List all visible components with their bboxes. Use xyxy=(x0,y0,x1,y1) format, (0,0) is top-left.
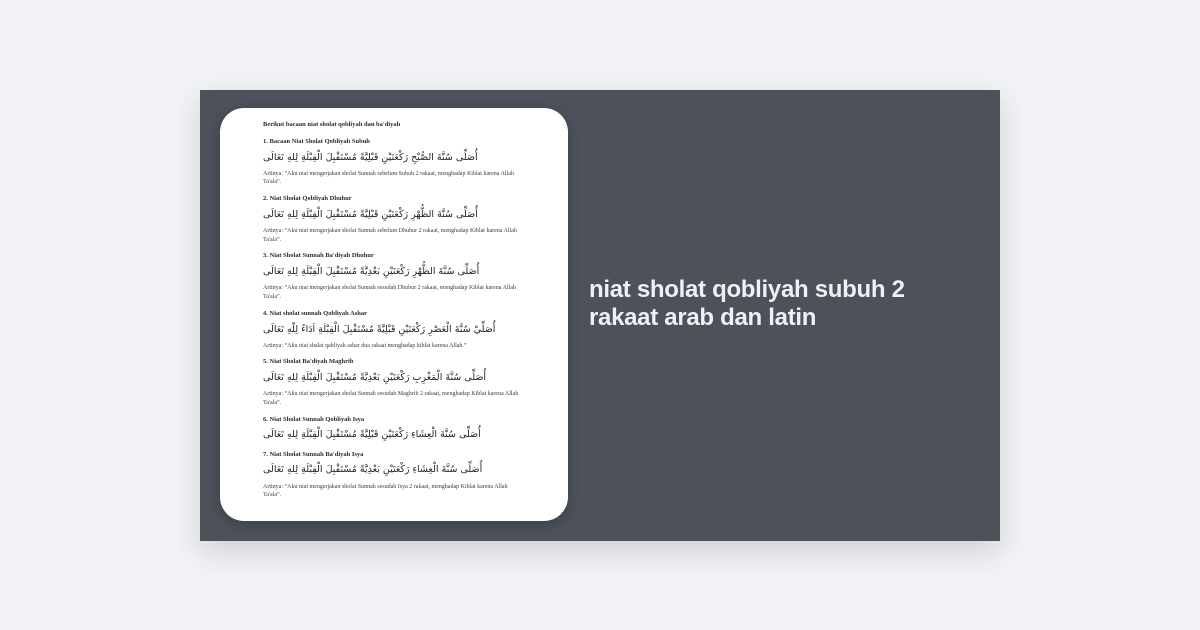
prayer-section xyxy=(263,195,526,244)
translation-text: Artinya: “Aku niat mengerjakan sholat Sunnah sebelum Subuh 2 rakaat, menghadap Kiblat karena Allah Ta'ala”. xyxy=(263,170,514,186)
document-preview-card xyxy=(220,108,568,521)
prayer-section xyxy=(263,358,526,407)
arabic-prayer-text: أُصَلِّى سُنَّةَ الْعِشَاءِ رَكْعَتَيْنِ قَبْلِيَّةً مُسْتَقْبِلَ الْقِبْلَةِ لِلهِ تَعَالَى xyxy=(263,429,481,441)
section-heading: 5. Niat Sholat Ba'diyah Maghrib xyxy=(263,358,354,366)
document-intro-heading: Berikut bacaan niat sholat qobliyah dan ba'diyah xyxy=(263,121,401,128)
prayer-section xyxy=(263,310,526,351)
page-title: niat sholat qobliyah subuh 2 rakaat arab dan latin xyxy=(589,276,905,332)
section-heading: 7. Niat Sholat Sunnah Ba'diyah Isya xyxy=(263,450,364,458)
og-card-panel xyxy=(200,90,1000,541)
translation-text: Artinya: “Aku niat mengerjakan sholat Sunnah sesudah Maghrib 2 rakaat, menghadap Kiblat karena Allah Ta'ala”. xyxy=(263,391,519,407)
section-heading: 2. Niat Sholat Qobliyah Dhuhur xyxy=(263,195,352,203)
translation-text: Artinya: “Aku niat mengerjakan sholat Sunnah sesudah Dhuhur 2 rakaat, menghadap Kiblat karena Allah Ta'ala”. xyxy=(263,285,516,301)
section-heading: 4. Niat sholat sunnah Qobliyah Ashar xyxy=(263,309,368,317)
prayer-section xyxy=(263,451,526,500)
translation-text: Artinya: “Aku niat shalat qabliyah ashar dua rakaat menghadap kiblat karena Allah.” xyxy=(263,342,467,349)
arabic-prayer-text: أُصَلِّى سُنَّةَ الصُّبْحِ رَكْعَتَيْنِ قَبْلِيَّةً مُسْتَقْبِلَ الْقِبْلَةِ لِلهِ تَعَالَى xyxy=(263,151,478,163)
translation-text: Artinya: “Aku niat mengerjakan sholat Sunnah sesudah Isya 2 rakaat, menghadap Kiblat karena Allah Ta'ala”. xyxy=(263,483,508,499)
document-content xyxy=(220,108,568,500)
arabic-prayer-text: أُصَلِّى سُنَّةَ الظُّهْرِ رَكْعَتَيْنِ بَعْدِيَّةً مُسْتَقْبِلَ الْقِبْلَةِ لِلهِ تَعَالَى xyxy=(263,266,480,278)
arabic-prayer-text: أُصَلِّيْ سُنَّةَ الْعَصْرِ رَكْعَتَيْنِ قَبْلِيَّةً مُسْتَقْبِلَ الْقِبْلَةِ اَدَاءً لِلّهِ تَعَالَى xyxy=(263,323,496,335)
translation-text: Artinya: “Aku niat mengerjakan sholat Sunnah sebelum Dhuhur 2 rakaat, menghadap Kiblat karena Allah Ta'ala”. xyxy=(263,228,517,243)
arabic-prayer-text: أُصَلِّى سُنَّةَ الظُّهْرِ رَكْعَتَيْنِ قَبْلِيَّةً مُسْتَقْبِلَ الْقِبْلَةِ لِلهِ تَعَالَى xyxy=(263,208,478,220)
section-heading: 1. Bacaan Niat Sholat Qobliyah Subuh xyxy=(263,137,370,145)
arabic-prayer-text: أُصَلِّى سُنَّةَ الْمَغْرِبِ رَكْعَتَيْنِ بَعْدِيَّةً مُسْتَقْبِلَ الْقِبْلَةِ لِلهِ تَعَالَى xyxy=(263,372,487,384)
section-heading: 3. Niat Sholat Sunnah Ba'diyah Dhuhur xyxy=(263,252,374,260)
section-heading: 6. Niat Sholat Sunnah Qobliyah Isya xyxy=(263,415,365,423)
prayer-section xyxy=(263,138,526,187)
prayer-section xyxy=(263,416,526,443)
arabic-prayer-text: أُصَلِّى سُنَّةَ الْعِشَاءِ رَكْعَتَيْنِ بَعْدِيَّةً مُسْتَقْبِلَ الْقِبْلَةِ لِلهِ تَعَالَى xyxy=(263,464,483,476)
prayer-section xyxy=(263,252,526,301)
